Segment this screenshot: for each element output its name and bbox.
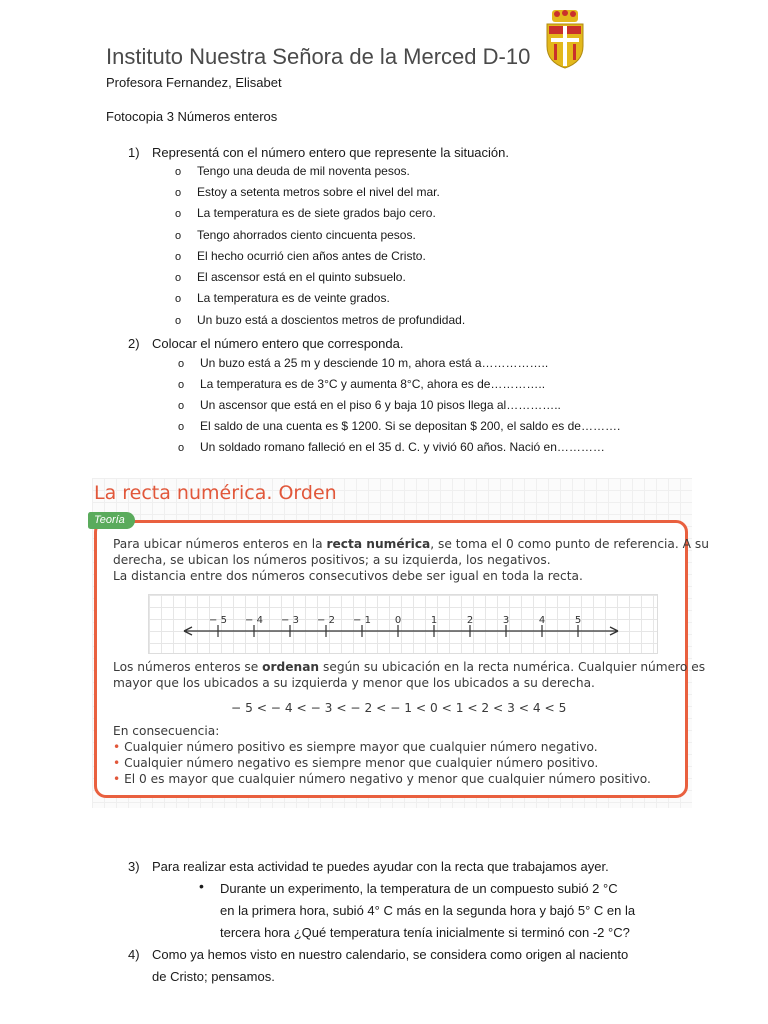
circle-bullet-icon: o xyxy=(175,187,182,199)
text-run: Para ubicar números enteros en la xyxy=(113,537,327,551)
question-3-line: tercera hora ¿Qué temperatura tenía inicialmente si terminó con -2 °C? xyxy=(220,925,630,940)
tick-label: − 5 xyxy=(209,615,227,626)
red-dot-icon: • xyxy=(113,740,121,754)
circle-bullet-icon: o xyxy=(178,358,185,370)
list-item: Tengo ahorrados ciento cincuenta pesos. xyxy=(197,228,416,242)
bullet-text: Cualquier número negativo es siempre menor que cualquier número positivo. xyxy=(124,756,599,770)
circle-bullet-icon: o xyxy=(175,251,182,263)
teacher-name: Profesora Fernandez, Elisabet xyxy=(106,75,282,90)
order-sequence: − 5 < − 4 < − 3 < − 2 < − 1 < 0 < 1 < 2 < 3 < 4 < 5 xyxy=(231,701,567,715)
circle-bullet-icon: o xyxy=(178,400,185,412)
red-dot-icon: • xyxy=(113,756,121,770)
circle-bullet-icon: o xyxy=(175,272,182,284)
tick-label: 4 xyxy=(538,615,546,626)
theory-line: La distancia entre dos números consecutivos debe ser igual en toda la recta. xyxy=(113,569,583,583)
circle-bullet-icon: o xyxy=(175,293,182,305)
question-text: Para realizar esta actividad te puedes ayudar con la recta que trabajamos ayer. xyxy=(152,859,609,874)
question-3 xyxy=(0,859,768,877)
circle-bullet-icon: o xyxy=(178,442,185,454)
list-item: El hecho ocurrió cien años antes de Cristo. xyxy=(197,249,426,263)
theory-bullet xyxy=(113,756,598,770)
list-item: El saldo de una cuenta es $ 1200. Si se depositan $ 200, el saldo es de………. xyxy=(200,419,621,433)
question-3-line: en la primera hora, subió 4° C más en la segunda hora y bajó 5° C en la xyxy=(220,903,636,918)
tick-label: 5 xyxy=(574,615,582,626)
tick-label: − 2 xyxy=(317,615,335,626)
bold-term: recta numérica xyxy=(326,537,431,551)
number-line-labels xyxy=(209,615,581,626)
list-item: El ascensor está en el quinto subsuelo. xyxy=(197,270,406,284)
school-crest-icon xyxy=(543,8,587,70)
tick-label: − 1 xyxy=(353,615,371,626)
question-2 xyxy=(0,336,768,354)
red-dot-icon: • xyxy=(113,772,121,786)
list-item: Un buzo está a doscientos metros de profundidad. xyxy=(197,313,466,327)
tick-label: − 4 xyxy=(245,615,263,626)
list-item: Un buzo está a 25 m y desciende 10 m, ahora está a…………….. xyxy=(200,356,549,370)
circle-bullet-icon: o xyxy=(178,379,185,391)
text-run: Los números enteros se xyxy=(113,660,263,674)
theory-line: derecha, se ubican los números positivos; a su izquierda, los negativos. xyxy=(113,553,551,567)
question-number: 2) xyxy=(128,336,140,351)
tick-label: 1 xyxy=(430,615,438,626)
list-item: La temperatura es de veinte grados. xyxy=(197,291,390,305)
question-4 xyxy=(0,947,768,965)
bullet-text: Cualquier número positivo es siempre mayor que cualquier número negativo. xyxy=(124,740,598,754)
theory-bullet xyxy=(113,740,598,754)
question-text: Colocar el número entero que corresponda. xyxy=(152,336,404,351)
tick-label: − 3 xyxy=(281,615,299,626)
consequence-heading: En consecuencia: xyxy=(113,724,220,738)
list-item: Un soldado romano falleció en el 35 d. C. y vivió 60 años. Nació en………… xyxy=(200,440,605,454)
question-text: Como ya hemos visto en nuestro calendario, se considera como origen al naciento xyxy=(152,947,629,962)
bold-term: ordenan xyxy=(262,660,320,674)
theory-line: mayor que los ubicados a su izquierda y menor que los ubicados a su derecha. xyxy=(113,676,595,690)
question-number: 1) xyxy=(128,145,140,160)
tick-label: 2 xyxy=(466,615,474,626)
worksheet-title: Fotocopia 3 Números enteros xyxy=(106,109,278,124)
question-4-line: de Cristo; pensamos. xyxy=(152,969,275,984)
circle-bullet-icon: o xyxy=(175,230,182,242)
circle-bullet-icon: o xyxy=(178,421,185,433)
tick-label: 3 xyxy=(502,615,510,626)
question-number: 3) xyxy=(128,859,140,874)
list-item: La temperatura es de 3°C y aumenta 8°C, ahora es de………….. xyxy=(200,377,546,391)
bullet-dot-icon: • xyxy=(199,878,204,894)
text-run: , se toma el 0 como punto de referencia. A su xyxy=(430,537,709,551)
school-name: Instituto Nuestra Señora de la Merced D-10 xyxy=(106,44,531,69)
list-item: Tengo una deuda de mil noventa pesos. xyxy=(197,164,410,178)
question-text: Representá con el número entero que represente la situación. xyxy=(152,145,509,160)
theory-paragraph-2 xyxy=(113,660,705,674)
bullet-text: El 0 es mayor que cualquier número negativo y menor que cualquier número positivo. xyxy=(124,772,651,786)
question-1 xyxy=(0,145,768,163)
number-line xyxy=(148,594,658,654)
theory-bullet xyxy=(113,772,651,786)
circle-bullet-icon: o xyxy=(175,315,182,327)
circle-bullet-icon: o xyxy=(175,208,182,220)
circle-bullet-icon: o xyxy=(175,166,182,178)
list-item: Estoy a setenta metros sobre el nivel del mar. xyxy=(197,185,440,199)
textbook-title: La recta numérica. Orden xyxy=(94,482,337,504)
question-number: 4) xyxy=(128,947,140,962)
question-3-line: Durante un experimento, la temperatura de un compuesto subió 2 °C xyxy=(220,881,618,896)
text-run: según su ubicación en la recta numérica. Cualquier número es xyxy=(319,660,706,674)
theory-paragraph-1 xyxy=(113,537,709,551)
list-item: Un ascensor que está en el piso 6 y baja 10 pisos llega al………….. xyxy=(200,398,561,412)
theory-tag: Teoría xyxy=(88,512,135,529)
tick-label: 0 xyxy=(394,615,402,626)
list-item: La temperatura es de siete grados bajo cero. xyxy=(197,206,436,220)
